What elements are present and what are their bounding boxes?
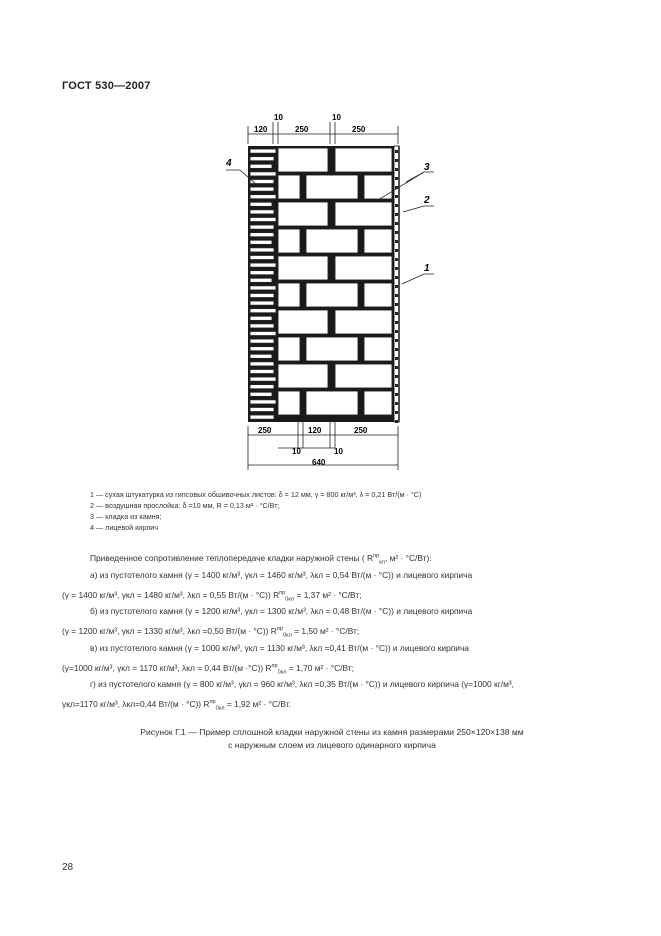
facing-brick (250, 164, 272, 168)
document-header: ГОСТ 530—2007 (62, 80, 151, 92)
dim-bottom-10b: 10 (334, 447, 343, 456)
legend-item-2: 2 — воздушная прослойка: δ =10 мм, R = 0,13 м² · °С/Вт; (90, 501, 280, 510)
stone-block (306, 337, 358, 361)
caption-line-2: с наружным слоем из лицевого одинарного кирпича (228, 740, 436, 750)
stone-block (278, 175, 300, 199)
masonry-wall-figure (218, 108, 458, 473)
stone-block (364, 229, 392, 253)
dim-bottom-10a: 10 (292, 447, 301, 456)
top-dimensions (248, 122, 398, 144)
plaster-tie (395, 393, 398, 396)
item-c-line-1: в) из пустотелого камня (γ = 1000 кг/м³, γкл = 1130 кг/м³, λкл =0,41 Вт/(м · °С)) и лицевого кирпича (90, 643, 469, 653)
plaster-tie (395, 420, 398, 423)
plaster-tie (395, 258, 398, 261)
stone-block (364, 337, 392, 361)
facing-brick (250, 240, 272, 244)
figure-caption (62, 726, 602, 752)
facing-brick (250, 179, 274, 183)
item-a-line-1: а) из пустотелого камня (γ = 1400 кг/м³, γкл = 1460 кг/м³, λкл = 0,54 Вт/(м · °С)) и лицевого кирпича (90, 570, 473, 580)
facing-brick (250, 407, 274, 411)
stone-block (364, 175, 392, 199)
callout-3: 3 (424, 162, 430, 173)
intro-line: Приведенное сопротивление теплопередаче кладки наружной стены ( $R^{пр}_{кл}$, м² · °С/Вт): (90, 552, 432, 566)
plaster-tie (395, 195, 398, 198)
plaster-tie (395, 339, 398, 342)
facing-brick (250, 233, 274, 237)
plaster-tie (395, 384, 398, 387)
legend-item-1: 1 — сухая штукатурка из гипсовых обшивочных листов: δ = 12 мм, γ = 800 кг/м³, λ = 0,21 Вт/(м · °С) (90, 490, 422, 499)
dim-top-10b: 10 (332, 113, 341, 122)
facing-brick (250, 339, 274, 343)
facing-brick (250, 301, 274, 305)
facing-brick (250, 377, 276, 381)
callout-2: 2 (424, 195, 430, 206)
plaster-tie (395, 159, 398, 162)
facing-brick (250, 202, 272, 206)
dim-bottom-120: 120 (308, 426, 322, 435)
facing-brick (250, 248, 274, 252)
stone-block (335, 310, 392, 334)
stone-block (278, 364, 328, 388)
facing-brick (250, 331, 276, 335)
item-a-line-2: (γ = 1400 кг/м³, γкл = 1480 кг/м³, λкл = 0,55 Вт/(м · °С)) $R^{пр}_{0кл} = 1,37$ м² · °С/Вт; (62, 589, 362, 603)
plaster-tie (395, 312, 398, 315)
plaster-tie (395, 402, 398, 405)
legend-item-3: 3 — кладка из камня; (90, 512, 162, 521)
facing-brick (250, 309, 276, 313)
dim-top-10a: 10 (274, 113, 283, 122)
facing-brick (250, 385, 274, 389)
caption-line-1: Рисунок Г.1 — Пример сплошной кладки наружной стены из камня размерами 250×120×138 мм (140, 727, 524, 737)
stone-block (335, 364, 392, 388)
plaster-tie (395, 366, 398, 369)
stone-block (306, 229, 358, 253)
plaster-tie (395, 231, 398, 234)
stone-block (278, 229, 300, 253)
facing-brick (250, 255, 274, 259)
callout-4: 4 (226, 158, 232, 169)
facing-brick (250, 286, 276, 290)
facing-brick (250, 347, 274, 351)
stone-block (335, 148, 392, 172)
stone-block (364, 391, 392, 415)
facing-brick (250, 392, 272, 396)
facing-brick (250, 362, 274, 366)
stone-block (278, 310, 328, 334)
plaster-tie (395, 168, 398, 171)
legend-item-4: 4 — лицевой кирпич (90, 523, 158, 532)
facing-brick (250, 149, 276, 153)
wall-section (248, 146, 399, 423)
stone-block (278, 202, 328, 226)
dim-top-250a: 250 (295, 125, 309, 134)
dim-bottom-250a: 250 (258, 426, 272, 435)
plaster-tie (395, 321, 398, 324)
plaster-tie (395, 150, 398, 153)
facing-brick (250, 354, 272, 358)
facing-brick (250, 187, 274, 191)
stone-block (278, 256, 328, 280)
plaster-tie (395, 303, 398, 306)
stone-block (306, 175, 358, 199)
stone-block (278, 391, 300, 415)
plaster-tie (395, 285, 398, 288)
facing-brick (250, 217, 276, 221)
facing-brick (250, 157, 274, 161)
facing-brick (250, 172, 276, 176)
item-d-line-2: γкл=1170 кг/м³, λкл=0,44 Вт/(м · °С)) $R^{пр}_{0кл} = 1,92$ м² · °С/Вт. (62, 698, 291, 712)
plaster-tie (395, 222, 398, 225)
facing-brick (250, 278, 272, 282)
facing-brick (250, 225, 274, 229)
stone-block (335, 256, 392, 280)
item-b-line-1: б) из пустотелого камня (γ = 1200 кг/м³, γкл = 1300 кг/м³, λкл = 0,48 Вт/(м · °С)) и лицевого кирпича (90, 606, 473, 616)
plaster-tie (395, 267, 398, 270)
dim-total-640: 640 (312, 458, 326, 467)
dim-top-250b: 250 (352, 125, 366, 134)
facing-brick (250, 293, 274, 297)
facing-brick (250, 263, 276, 267)
item-d-line-1: г) из пустотелого камня (γ = 800 кг/м³, γкл = 960 кг/м³, λкл =0,35 Вт/(м · °С)) и лицевого кирпича (γ=1000 кг/м³, (90, 679, 514, 689)
page-number: 28 (62, 862, 74, 873)
plaster-tie (395, 330, 398, 333)
callout-1: 1 (424, 263, 430, 274)
stone-block (278, 148, 328, 172)
plaster-tie (395, 276, 398, 279)
plaster-tie (395, 240, 398, 243)
plaster-tie (395, 294, 398, 297)
dim-top-120: 120 (254, 125, 268, 134)
stone-block (306, 283, 358, 307)
item-b-line-2: (γ = 1200 кг/м³, γкл = 1330 кг/м³, λкл =0,50 Вт/(м · °С)) $R^{пр}_{0кл} = 1,50$ м² · °С/Вт; (62, 625, 360, 639)
facing-brick (250, 400, 276, 404)
facing-brick (250, 195, 276, 199)
plaster-tie (395, 411, 398, 414)
item-c-line-2: (γ=1000 кг/м³, γкл = 1170 кг/м³, λкл = 0,44 Вт/(м ·°С)) $R^{пр}_{0кл} = 1,70$ м² · °С/Вт; (62, 662, 354, 676)
plaster-tie (395, 204, 398, 207)
plaster-tie (395, 177, 398, 180)
stone-block (364, 283, 392, 307)
stone-block (278, 283, 300, 307)
plaster-tie (395, 357, 398, 360)
facing-brick (250, 415, 274, 419)
facing-brick (250, 369, 274, 373)
facing-brick (250, 271, 274, 275)
dim-bottom-250b: 250 (354, 426, 368, 435)
facing-brick (250, 316, 272, 320)
stone-block (335, 202, 392, 226)
stone-block (278, 337, 300, 361)
facing-brick (250, 210, 274, 214)
plaster-tie (395, 213, 398, 216)
plaster-tie (395, 348, 398, 351)
facing-brick (250, 324, 274, 328)
plaster-tie (395, 375, 398, 378)
stone-block (306, 391, 358, 415)
plaster-tie (395, 249, 398, 252)
